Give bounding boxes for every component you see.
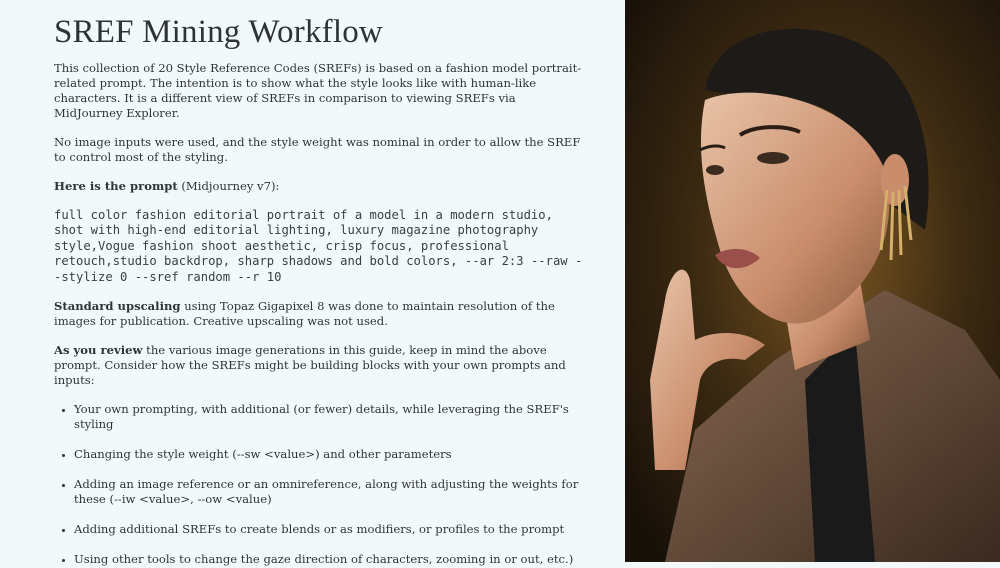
inputs-note-paragraph: No image inputs were used, and the style weight was nominal in order to allow the SREF to control most of the styling. [54, 135, 581, 164]
prompt-version: (Midjourney v7): [177, 179, 280, 193]
prompt-text: full color fashion editorial portrait of a model in a modern studio, shot with high-end editorial lighting, luxury magazine photography style,Vogue fashion shoot aesthetic, crisp focus, professional retouch,studio backdrop, sharp shadows and bold colors, --ar 2:3 --raw --stylize 0 --sref random --r 10 [54, 208, 583, 284]
list-item: • Your own prompting, with additional (or fewer) details, while leveraging the SREF's styling [74, 402, 585, 432]
upscaling-paragraph [54, 299, 585, 329]
list-item: • Adding additional SREFs to create blends or as modifiers, or profiles to the prompt [74, 522, 585, 537]
upscaling-label: Standard upscaling [54, 299, 181, 314]
review-text: the various image generations in this guide, keep in mind the above prompt. Consider how the SREFs might be building blocks with your own prompts and inputs: [54, 343, 566, 388]
prompt-label: Here is the prompt [54, 179, 178, 193]
review-label: As you review [54, 343, 143, 358]
page-title: SREF Mining Workflow [54, 14, 383, 50]
upscaling-text: using Topaz Gigapixel 8 was done to maintain resolution of the images for publication. Creative upscaling was not used. [54, 299, 555, 329]
tips-list [54, 402, 585, 567]
review-paragraph [54, 343, 585, 388]
intro-paragraph: This collection of 20 Style Reference Codes (SREFs) is based on a fashion model portrait-related prompt. The intention is to show what the style looks like with human-like characters. It is a different view of SREFs in comparison to viewing SREFs via MidJourney Explorer. [54, 61, 582, 120]
portrait-photo [625, 0, 1000, 562]
list-item: • Adding an image reference or an omnireference, along with adjusting the weights for these (--iw <value>, --ow <value) [74, 477, 585, 507]
list-item: • Changing the style weight (--sw <value>) and other parameters [74, 447, 585, 462]
prompt-heading [54, 179, 585, 194]
list-item: • Using other tools to change the gaze direction of characters, zooming in or out, etc.) [74, 552, 585, 567]
portrait-illustration [625, 0, 1000, 562]
